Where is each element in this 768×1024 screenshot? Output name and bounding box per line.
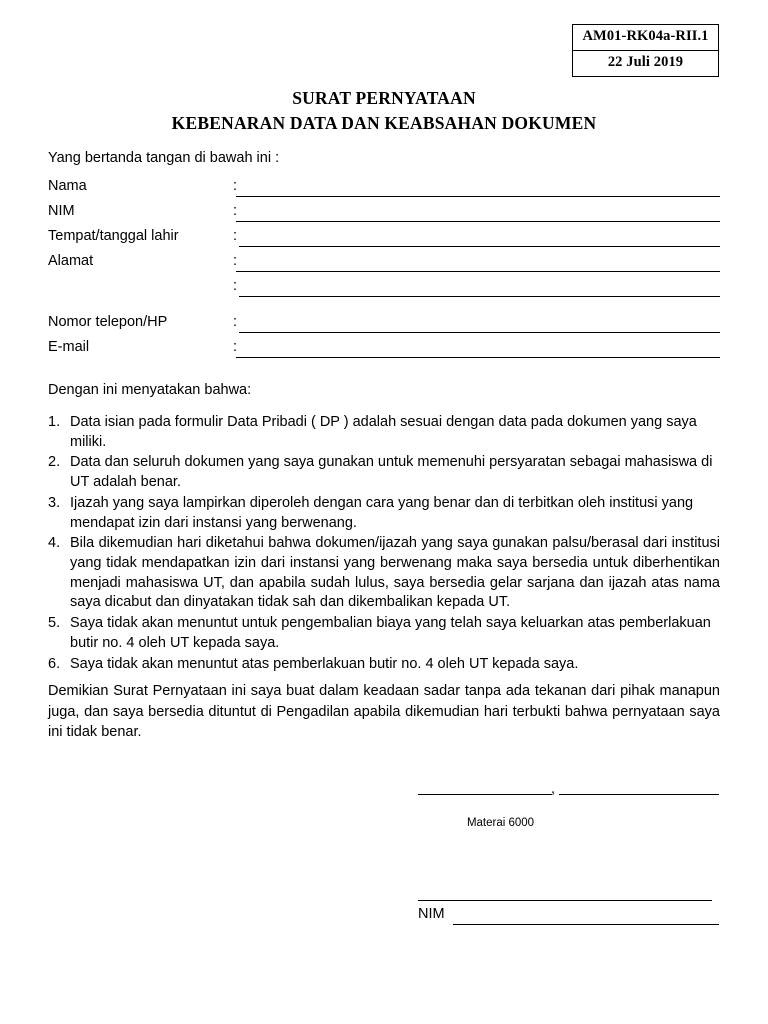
- title-line-2: KEBENARAN DATA DAN KEABSAHAN DOKUMEN: [171, 112, 597, 133]
- field-row-nama: [48, 177, 720, 202]
- field-input-alamat-continued[interactable]: [239, 296, 720, 297]
- field-row-alamat: [48, 252, 720, 277]
- materai-label: Materai 6000: [466, 817, 535, 829]
- form-code-value: AM01-RK04a-RII.1: [573, 25, 718, 51]
- field-row-email: [48, 338, 720, 363]
- identity-fields: [48, 177, 720, 363]
- declaration-item-3: [48, 494, 720, 533]
- declaration-item-3-text: Ijazah yang saya lampirkan diperoleh dengan cara yang benar dan di terbitkan oleh institusi yang mendapat izin dari instansi yang berwenang.: [70, 494, 694, 531]
- signature-date-comma: ,: [551, 781, 556, 797]
- declaration-item-6-text: Saya tidak akan menuntut atas pemberlakuan butir no. 4 oleh UT kepada saya.: [70, 655, 579, 672]
- declaration-item-1: [48, 413, 720, 452]
- title-line-1: SURAT PERNYATAAN: [292, 88, 476, 108]
- signature-nim-input[interactable]: [453, 924, 719, 925]
- declaration-item-4: [48, 534, 720, 613]
- intro-text: Yang bertanda tangan di bawah ini :: [48, 150, 280, 166]
- field-label-alamat: Alamat: [48, 253, 94, 269]
- declaration-item-4-number: 4.: [48, 535, 61, 552]
- signature-nim-label: NIM: [418, 906, 445, 922]
- field-input-nim[interactable]: [236, 221, 720, 222]
- signature-date-input[interactable]: [559, 794, 719, 795]
- field-colon-alamat-continued: :: [233, 278, 238, 294]
- declaration-item-2-number: 2.: [48, 454, 61, 471]
- declaration-item-5-number: 5.: [48, 615, 61, 632]
- field-colon-tempat-tanggal-lahir: :: [233, 228, 238, 244]
- closing-paragraph: Demikian Surat Pernyataan ini saya buat dalam keadaan sadar tanpa ada tekanan dari pihak manapun juga, dan saya bersedia dituntut di Pengadilan apabila dikemudian hari terbukti bahwa pernyataan saya ini tidak benar.: [48, 683, 720, 741]
- field-input-nomor-telepon[interactable]: [239, 332, 720, 333]
- declaration-item-5: [48, 614, 720, 653]
- field-colon-nim: :: [233, 203, 238, 219]
- form-date-value: 22 Juli 2019: [607, 53, 684, 70]
- signature-nim-row: [418, 906, 719, 928]
- page-title: [48, 86, 720, 136]
- declaration-item-4-text: Bila dikemudian hari diketahui bahwa dokumen/ijazah yang saya gunakan palsu/berasal dari institusi yang tidak mendapatkan izin dari instansi yang berwenang maka saya bersedia untuk diberhentikan menjadi mahasiswa UT, dan apabila sudah lulus, saya bersedia gelar sarjana dan ijazah atas nama saya dicabut dan dinyatakan tidak sah dan dikembalikan kepada UT.: [70, 535, 720, 611]
- field-label-nim: NIM: [48, 203, 75, 219]
- declaration-item-6: [48, 655, 720, 675]
- declaration-item-2: [48, 453, 720, 492]
- field-row-alamat-continued: [48, 277, 720, 302]
- signature-name-input[interactable]: [418, 900, 712, 901]
- declaration-item-5-text: Saya tidak akan menuntut untuk pengembalian biaya yang telah saya keluarkan atas pemberlakuan butir no. 4 oleh UT kepada saya.: [70, 615, 711, 651]
- field-input-tempat-tanggal-lahir[interactable]: [239, 246, 720, 247]
- field-input-email[interactable]: [236, 357, 720, 358]
- declaration-item-1-number: 1.: [48, 414, 61, 430]
- field-colon-email: :: [233, 339, 238, 355]
- declaration-item-6-number: 6.: [48, 655, 61, 672]
- field-row-nomor-telepon: [48, 313, 720, 338]
- declaration-item-2-text: Data dan seluruh dokumen yang saya gunakan untuk memenuhi persyaratan sebagai mahasiswa di UT adalah benar.: [70, 454, 713, 491]
- field-row-tempat-tanggal-lahir: [48, 227, 720, 252]
- field-colon-nomor-telepon: :: [233, 314, 238, 330]
- field-label-nomor-telepon: Nomor telepon/HP: [48, 314, 168, 330]
- field-input-alamat[interactable]: [236, 271, 720, 272]
- field-colon-nama: :: [233, 178, 238, 194]
- form-code-box: [572, 24, 719, 77]
- signature-place-input[interactable]: [418, 794, 552, 795]
- signature-place-date: [418, 782, 719, 798]
- field-row-nim: [48, 202, 720, 227]
- field-input-nama[interactable]: [236, 196, 720, 197]
- declaration-item-1-text: Data isian pada formulir Data Pribadi ( DP ) adalah sesuai dengan data pada dokumen yang saya miliki.: [70, 414, 697, 450]
- declaration-list: [48, 413, 720, 675]
- field-label-tempat-tanggal-lahir: Tempat/tanggal lahir: [48, 228, 179, 244]
- declaration-intro: Dengan ini menyatakan bahwa:: [48, 382, 252, 398]
- field-colon-alamat: :: [233, 253, 238, 269]
- field-label-nama: Nama: [48, 178, 87, 194]
- declaration-item-3-number: 3.: [48, 494, 61, 511]
- field-label-email: E-mail: [48, 339, 90, 355]
